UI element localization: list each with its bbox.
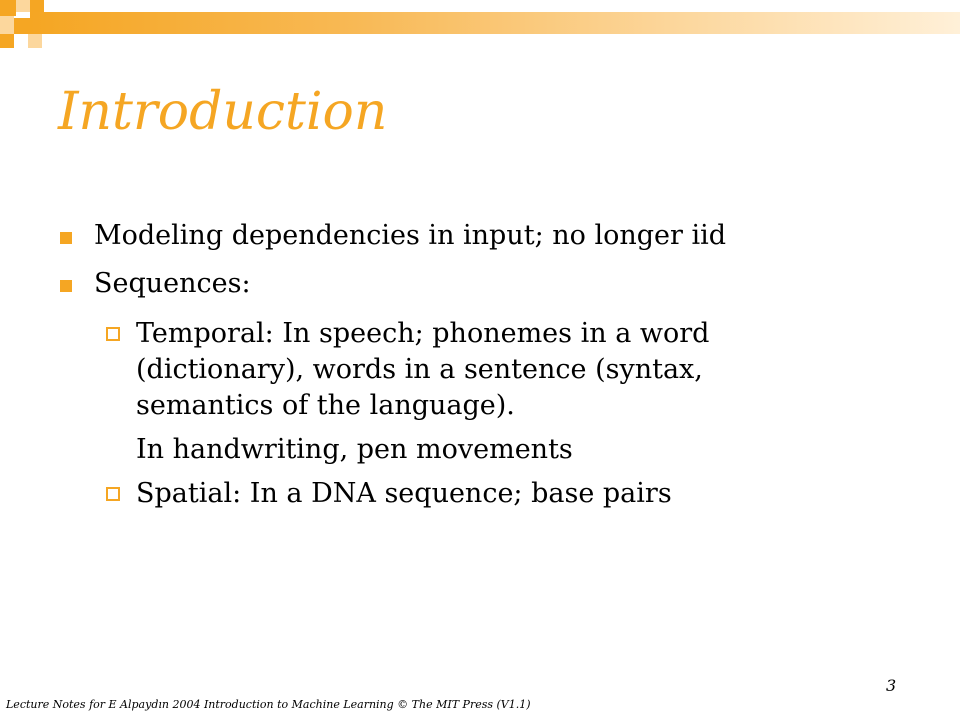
- sub-bullet-temporal: [58, 316, 938, 424]
- bullet-item: [58, 216, 938, 264]
- bullet-square-icon: [60, 280, 72, 292]
- sub-bullet-line: Spatial: In a DNA sequence; base pairs: [136, 478, 672, 509]
- bullet-text: Modeling dependencies in input; no longer iid: [94, 220, 727, 251]
- header-bar: [30, 12, 960, 34]
- slide-title: Introduction: [58, 82, 388, 142]
- bullet-item: [58, 264, 938, 312]
- sub-bullet-spatial: [58, 476, 938, 512]
- page-number: 3: [886, 676, 897, 695]
- bullet-square-icon: [60, 232, 72, 244]
- footer-credit: Lecture Notes for E Alpaydın 2004 Introduction to Machine Learning © The MIT Press (V1.1): [6, 698, 531, 711]
- sub-bullet-line: Temporal: In speech; phonemes in a word: [136, 318, 710, 349]
- sub-bullet-line: (dictionary), words in a sentence (syntax,: [136, 354, 703, 385]
- hollow-square-icon: [106, 487, 120, 501]
- sub-bullet-line: semantics of the language).: [136, 390, 515, 421]
- sub-bullet-continuation: In handwriting, pen movements: [136, 434, 573, 465]
- bullet-text: Sequences:: [94, 268, 251, 299]
- bullet-list: [58, 216, 938, 512]
- hollow-square-icon: [106, 327, 120, 341]
